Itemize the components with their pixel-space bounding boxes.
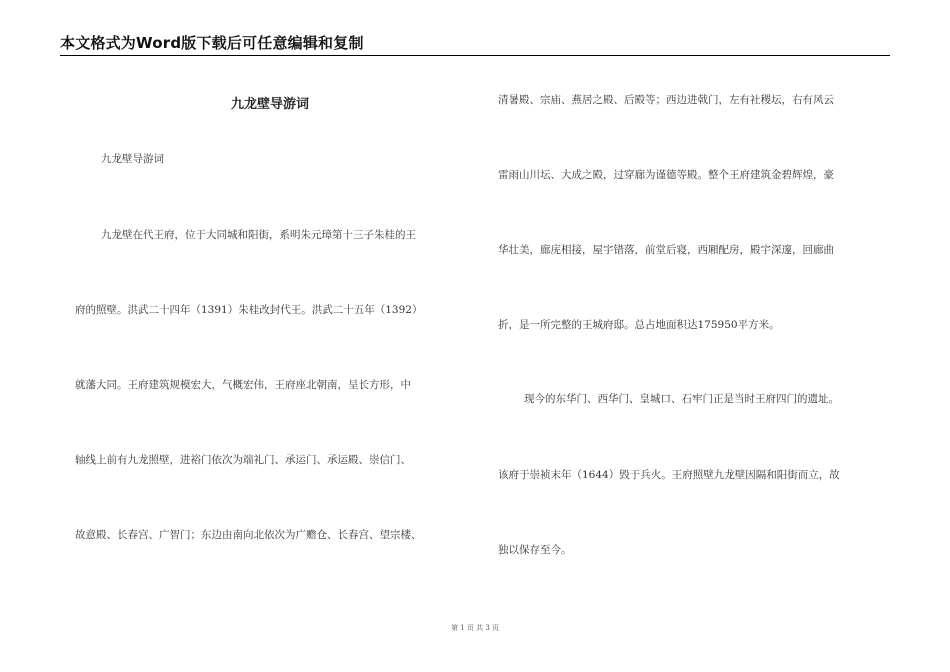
document-banner: 本文格式为Word版下载后可任意编辑和复制: [60, 34, 364, 52]
right-text-column: [498, 0, 888, 620]
paragraph-line: 故意殿、长春宫、广智门；东边由南向北依次为广赡仓、长春宫、望宗楼、: [75, 529, 422, 541]
paragraph-line: 就藩大同。王府建筑规模宏大，气概宏伟，王府座北朝南，呈长方形，中: [75, 379, 411, 391]
paragraph-line: 府的照壁。洪武二十四年（1391）朱桂改封代王。洪武二十五年（1392）: [75, 304, 423, 316]
page-number: 第 1 页 共 3 页: [450, 624, 500, 632]
document-title: 九龙壁导游词: [230, 97, 309, 112]
paragraph-line: 折，是一所完整的王城府邸。总占地面积达175950平方米。: [498, 319, 780, 331]
paragraph-line: 清暑殿、宗庙、燕居之殿、后殿等；西边进戟门，左有社稷坛，右有风云: [498, 94, 834, 106]
paragraph-line: 独以保存至今。: [498, 544, 572, 556]
subtitle-line: 九龙壁导游词: [101, 153, 164, 165]
paragraph-line: 雷雨山川坛、大成之殿，过穿廊为谨德等殿。整个王府建筑金碧辉煌，豪: [498, 169, 834, 181]
paragraph-line: 该府于崇祯末年（1644）毁于兵火。王府照壁九龙壁因隔和阳街而立，故: [498, 469, 840, 481]
left-text-column: [75, 0, 465, 620]
paragraph-line: 九龙壁在代王府，位于大同城和阳街，系明朱元璋第十三子朱桂的王: [101, 229, 416, 241]
paragraph-line: 轴线上前有九龙照壁，进裕门依次为端礼门、承运门、承运殿、崇信门、: [75, 454, 411, 466]
paragraph-line: 华壮美，廊庑相接，屋宇错落，前堂后寝，西厢配房，殿宇深邃，回廊曲: [498, 244, 834, 256]
paragraph-line: 现今的东华门、西华门、皇城口、石牢门正是当时王府四门的遗址。: [524, 393, 839, 405]
